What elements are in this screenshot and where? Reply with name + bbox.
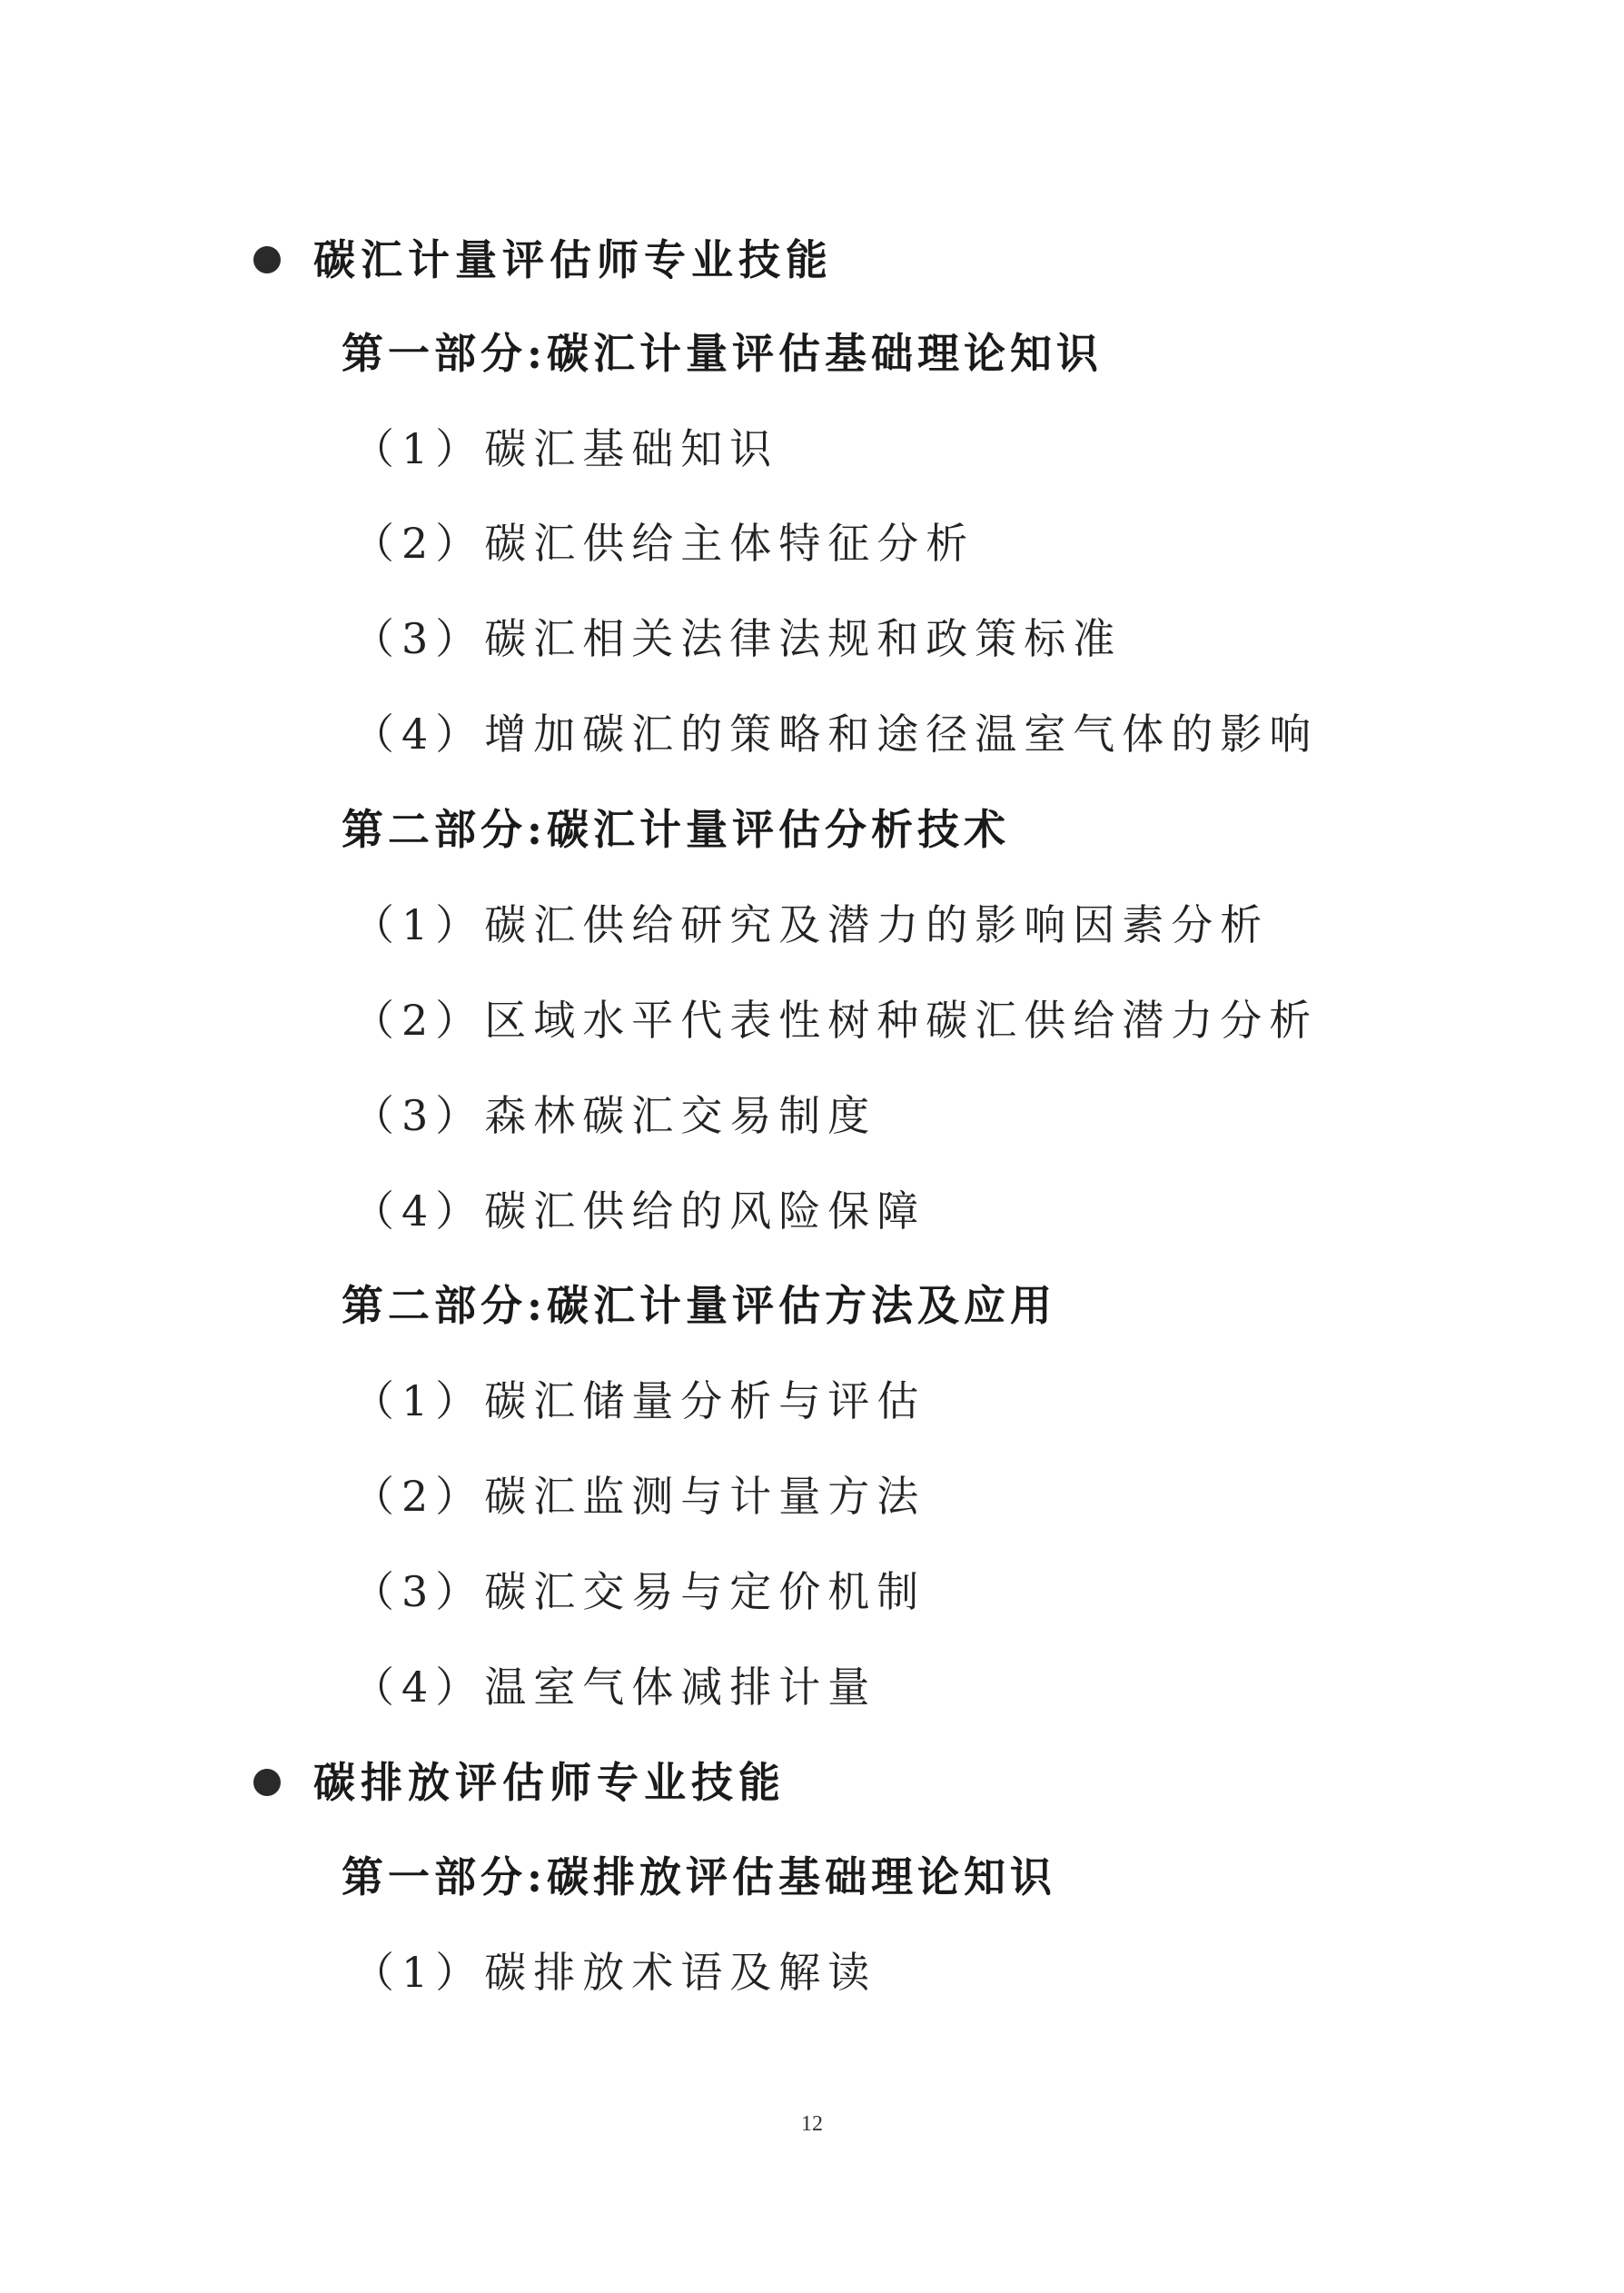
section-heading (253, 235, 833, 284)
bullet-dot-icon (253, 246, 281, 273)
list-item: （1）碳汇储量分析与评估 (352, 1376, 926, 1425)
list-item: （2）碳汇供给主体特征分析 (352, 519, 975, 568)
list-item: （3）碳汇相关法律法规和政策标准 (352, 614, 1123, 663)
section-title: 碳汇计量评估师专业技能 (313, 235, 833, 284)
part-heading: 第二部分:碳汇计量评估方法及应用 (342, 1281, 1056, 1330)
part-heading: 第二部分:碳汇计量评估分析技术 (342, 805, 1010, 854)
list-item: （3）森林碳汇交易制度 (352, 1091, 877, 1140)
list-item: （4）温室气体减排计量 (352, 1663, 877, 1712)
section-heading (253, 1758, 786, 1807)
section-title: 碳排放评估师专业技能 (313, 1758, 786, 1807)
list-item: （1）碳排放术语及解读 (352, 1948, 877, 1997)
list-item: （1）碳汇供给研究及潜力的影响因素分析 (352, 900, 1270, 949)
part-heading: 第一部分:碳排放评估基础理论知识 (342, 1852, 1056, 1901)
part-heading: 第一部分:碳汇计量评估基础理论知识 (342, 329, 1103, 378)
list-item: （2）碳汇监测与计量方法 (352, 1472, 926, 1521)
bullet-dot-icon (253, 1769, 281, 1796)
page-number: 12 (801, 2112, 823, 2136)
list-item: （4）碳汇供给的风险保障 (352, 1186, 926, 1236)
list-item: （3）碳汇交易与定价机制 (352, 1567, 926, 1616)
list-item: （2）区域水平代表性树种碳汇供给潜力分析 (352, 996, 1319, 1045)
list-item: （1）碳汇基础知识 (352, 424, 779, 473)
list-item: （4）增加碳汇的策略和途径温室气体的影响 (352, 710, 1319, 759)
